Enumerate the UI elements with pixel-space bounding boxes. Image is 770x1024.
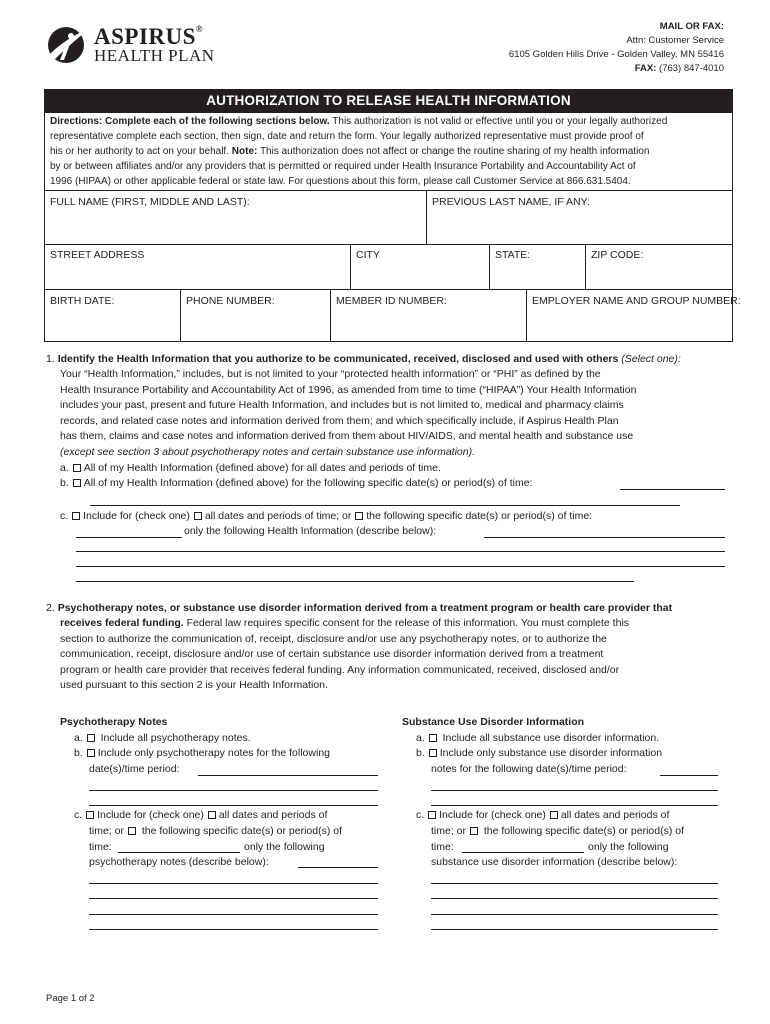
date-line-1c[interactable] xyxy=(76,537,182,538)
section-1-option-c-describe: only the following Health Information (describe below): xyxy=(184,525,437,537)
substance-option-a: a. Include all substance use disorder information. xyxy=(416,732,660,744)
full-name-field[interactable]: FULL NAME (FIRST, MIDDLE AND LAST): xyxy=(50,196,250,208)
directions-text: Directions: Complete each of the following sections below. This authorization is not valid or effective until you or your legally authorized representative complete each section, then sign, date and return the form. Your legally authorized representative must provide proof of his or her authority to act on your behalf. Note: This authorization does not affect or change the routine sharing of my health information by or between affiliates and/or any providers that is permitted or required under Health Insurance Portability and Accountability Act of 1996 (HIPAA) or other applicable federal or state law. For questions about this form, please call Customer Service at 866.631.5404. xyxy=(50,116,668,187)
substance-heading: Substance Use Disorder Information xyxy=(402,716,585,728)
employer-group-field[interactable]: EMPLOYER NAME AND GROUP NUMBER: xyxy=(532,295,741,307)
sud-date-line[interactable] xyxy=(431,805,718,806)
aspirus-logo xyxy=(44,24,234,66)
phone-number-field[interactable]: PHONE NUMBER: xyxy=(186,295,275,307)
sud-period-line[interactable] xyxy=(462,852,584,853)
psychotherapy-option-c-only: only the following xyxy=(244,841,325,853)
city-field[interactable]: CITY xyxy=(356,249,380,261)
grid-line xyxy=(44,190,733,191)
substance-option-b: b. Include only substance use disorder information xyxy=(416,747,663,759)
psychotherapy-option-c-line3: time: xyxy=(89,841,112,853)
checkbox-psych-c-specific[interactable] xyxy=(128,827,136,835)
psych-date-line[interactable] xyxy=(89,805,378,806)
mail-address: 6105 Golden Hills Drive - Golden Valley, MN 55416 xyxy=(508,49,724,60)
psych-date-line[interactable] xyxy=(89,790,378,791)
checkbox-1c-specific-dates[interactable] xyxy=(355,512,363,520)
date-line-1b-2[interactable] xyxy=(90,505,680,506)
logo-registered-mark: ® xyxy=(195,24,204,34)
checkbox-1a[interactable] xyxy=(73,464,81,472)
section-2-heading: 2. Psychotherapy notes, or substance use disorder information derived from a treatment program or health care provider that xyxy=(46,602,673,614)
fax-line: FAX: (763) 847-4010 xyxy=(634,63,724,74)
grid-line xyxy=(526,289,527,342)
psych-date-line[interactable] xyxy=(198,775,378,776)
sud-describe-line[interactable] xyxy=(431,914,718,915)
psych-describe-line[interactable] xyxy=(89,898,378,899)
page-number: Page 1 of 2 xyxy=(46,993,95,1004)
sud-date-line[interactable] xyxy=(660,775,718,776)
describe-line-1c[interactable] xyxy=(76,581,634,582)
psychotherapy-option-a: a. Include all psychotherapy notes. xyxy=(74,732,251,744)
sud-date-line[interactable] xyxy=(431,790,718,791)
grid-line xyxy=(330,289,331,342)
sud-describe-line[interactable] xyxy=(431,929,718,930)
logo-wordmark-health-plan: HEALTH PLAN xyxy=(94,46,215,65)
previous-last-name-field[interactable]: PREVIOUS LAST NAME, IF ANY: xyxy=(432,196,590,208)
describe-line-1c[interactable] xyxy=(76,551,725,552)
checkbox-1c-all-dates[interactable] xyxy=(194,512,202,520)
member-id-field[interactable]: MEMBER ID NUMBER: xyxy=(336,295,447,307)
aspirus-logo-icon xyxy=(44,24,92,66)
psychotherapy-heading: Psychotherapy Notes xyxy=(60,716,168,728)
psych-period-line[interactable] xyxy=(118,852,240,853)
birth-date-field[interactable]: BIRTH DATE: xyxy=(50,295,115,307)
grid-line xyxy=(489,244,490,289)
street-address-field[interactable]: STREET ADDRESS xyxy=(50,249,145,261)
checkbox-sud-a[interactable] xyxy=(429,734,437,742)
sud-describe-line[interactable] xyxy=(431,883,718,884)
psych-describe-line[interactable] xyxy=(89,914,378,915)
grid-line xyxy=(180,289,181,342)
zip-code-field[interactable]: ZIP CODE: xyxy=(591,249,644,261)
mail-attn: Attn: Customer Service xyxy=(626,35,724,46)
psych-describe-line[interactable] xyxy=(89,929,378,930)
section-2-body: receives federal funding. Federal law requires specific consent for the release of this information. You must complete this section to authorize the communication of, receipt, disclosure and/or use any psychotherapy notes, or to authorize the communication, receipt, disclosure and/or use of certain substance use disorder information derived from a treatment program or health care provider that receives federal funding. Any information communicated, received, disclosed and/or used pursuant to this section 2 is your Health Information. xyxy=(60,617,630,691)
substance-option-c-describe: substance use disorder information (describe below): xyxy=(431,856,678,868)
psych-describe-line[interactable] xyxy=(89,883,378,884)
substance-option-c-only: only the following xyxy=(588,841,669,853)
describe-line-1c[interactable] xyxy=(484,537,725,538)
section-1-body: Your “Health Information,” includes, but is not limited to your “protected health information” or “PHI” as defined by the Health Insurance Portability and Accountability Act of 1996, as amended from time to time (“HIPAA”) Your Health Information includes your past, present and future Health Information, and includes but is not limited to, medical and pharmacy claims records, and related case notes and information derived from them; and which specifically include, if Aspirus Health Plan has them, claims and case notes and information derived from them about HIV/AIDS, and mental health and substance use (except see section 3 about psychotherapy notes and certain substance use information). xyxy=(60,368,637,458)
state-field[interactable]: STATE: xyxy=(495,249,531,261)
checkbox-sud-c-specific[interactable] xyxy=(470,827,478,835)
grid-line xyxy=(44,244,733,245)
checkbox-sud-b[interactable] xyxy=(429,749,437,757)
checkbox-psych-c[interactable] xyxy=(86,811,94,819)
form-title: AUTHORIZATION TO RELEASE HEALTH INFORMATION xyxy=(44,89,733,113)
checkbox-psych-c-all[interactable] xyxy=(208,811,216,819)
psychotherapy-option-c: c. Include for (check one) all dates and periods of xyxy=(74,809,328,821)
checkbox-sud-c[interactable] xyxy=(428,811,436,819)
grid-line xyxy=(350,244,351,289)
substance-option-c-line2: time; or the following specific date(s) or period(s) of xyxy=(431,825,685,837)
substance-option-c-line3: time: xyxy=(431,841,454,853)
checkbox-sud-c-all[interactable] xyxy=(550,811,558,819)
psych-describe-line[interactable] xyxy=(298,867,378,868)
psychotherapy-option-b-date: date(s)/time period: xyxy=(89,763,180,775)
section-1-option-a: a. All of my Health Information (defined above) for all dates and periods of time. xyxy=(60,462,441,474)
describe-line-1c[interactable] xyxy=(76,566,725,567)
checkbox-1b[interactable] xyxy=(73,479,81,487)
checkbox-1c[interactable] xyxy=(72,512,80,520)
mail-label: MAIL OR FAX: xyxy=(659,21,724,32)
sud-describe-line[interactable] xyxy=(431,898,718,899)
section-1-heading: 1. Identify the Health Information that you authorize to be communicated, received, disclosed and used with others (Select one): xyxy=(46,353,681,365)
grid-line xyxy=(585,244,586,289)
date-line-1b[interactable] xyxy=(620,489,725,490)
grid-line xyxy=(44,289,733,290)
checkbox-psych-a[interactable] xyxy=(87,734,95,742)
logo-wordmark-aspirus: ASPIRUS® xyxy=(94,24,204,49)
psychotherapy-option-c-line2: time; or the following specific date(s) or period(s) of xyxy=(89,825,343,837)
psychotherapy-option-b: b. Include only psychotherapy notes for the following xyxy=(74,747,330,759)
substance-option-b-date: notes for the following date(s)/time period: xyxy=(431,763,627,775)
checkbox-psych-b[interactable] xyxy=(87,749,95,757)
section-1-option-c: c. Include for (check one) all dates and periods of time; or the following specific date(s) or period(s) of time: xyxy=(60,510,593,522)
psychotherapy-option-c-describe: psychotherapy notes (describe below): xyxy=(89,856,269,868)
section-1-option-b: b. All of my Health Information (defined above) for the following specific date(s) or period(s) of time: xyxy=(60,477,533,489)
substance-option-c: c. Include for (check one) all dates and periods of xyxy=(416,809,670,821)
grid-line xyxy=(426,190,427,244)
mailing-info xyxy=(509,20,724,76)
